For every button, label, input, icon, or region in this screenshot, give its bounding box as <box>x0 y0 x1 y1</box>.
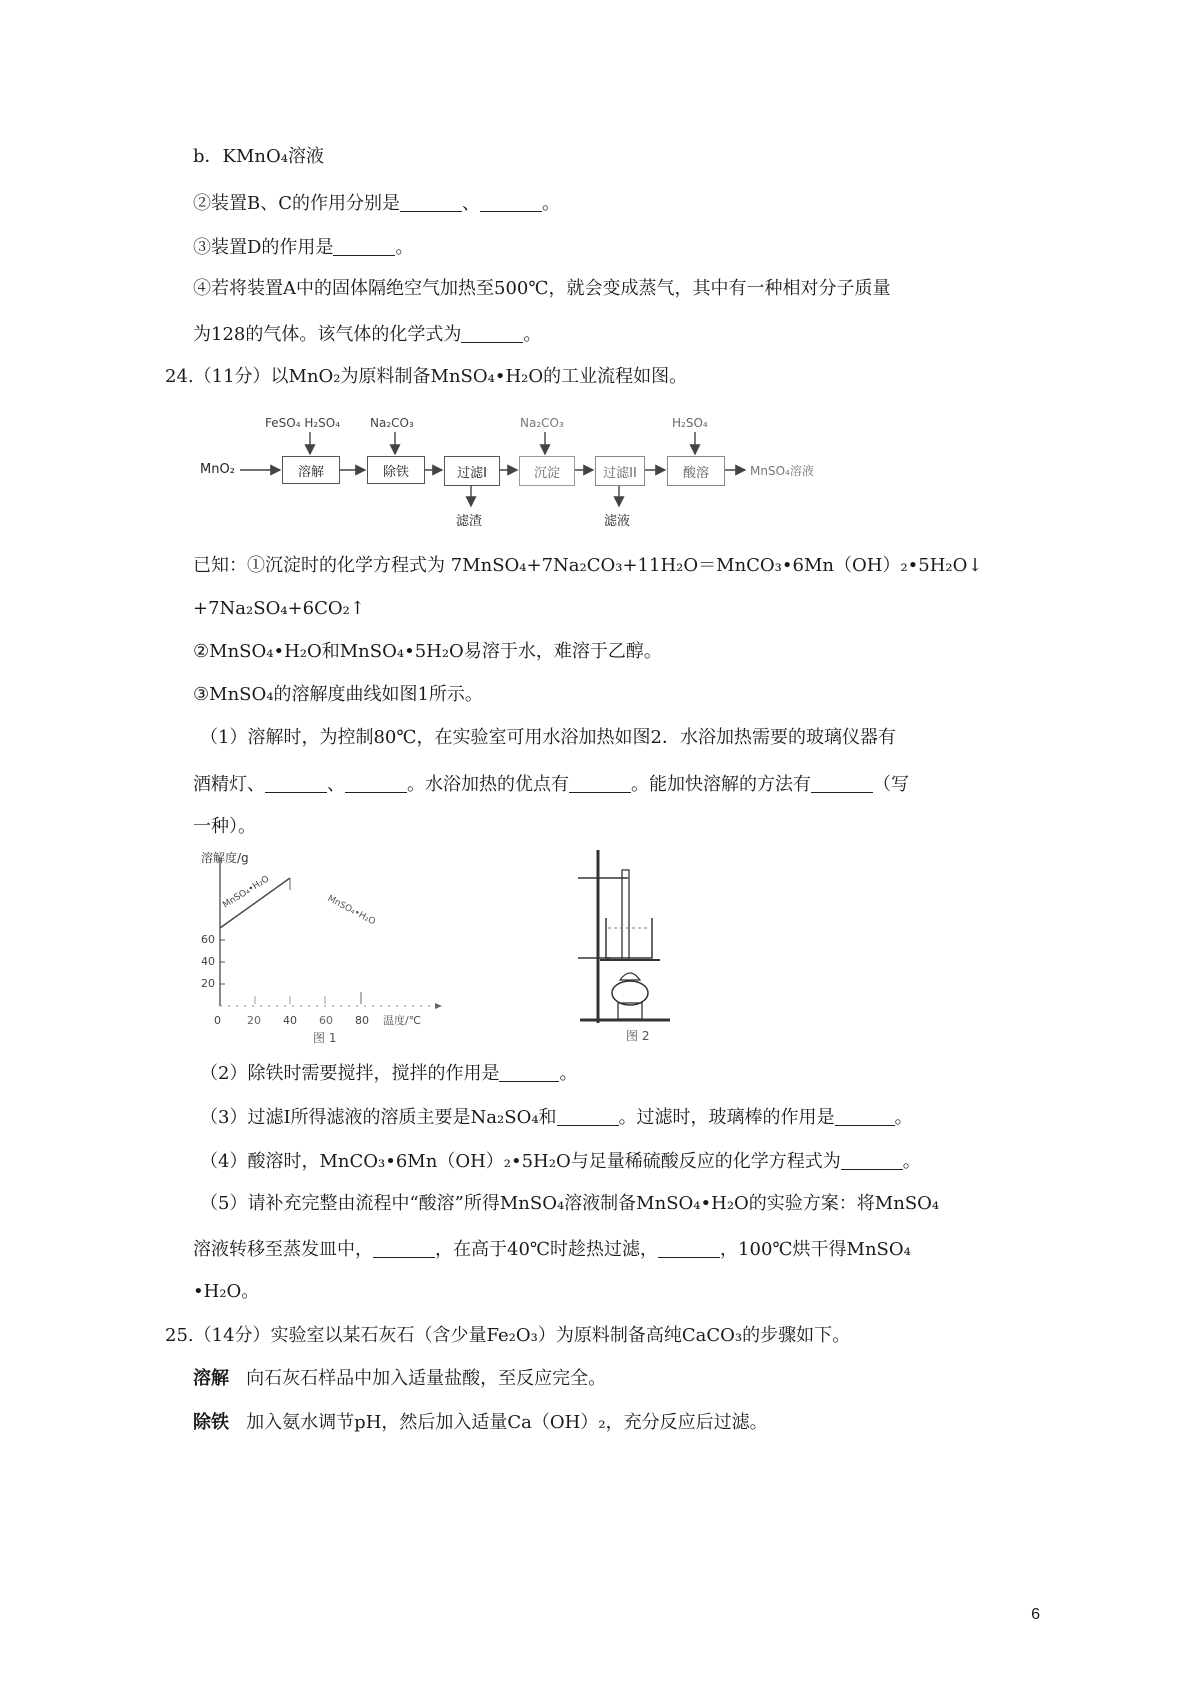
page-number: 6 <box>1031 1606 1040 1623</box>
text: 。过滤时，玻璃棒的作用是 <box>618 1107 835 1128</box>
text: （4）酸溶时，MnCO₃•6Mn（OH）₂•5H₂O与足量稀硫酸反应的化学方程式为 <box>200 1151 841 1172</box>
text-line <box>193 1239 911 1259</box>
text: ③装置D的作用是 <box>193 237 334 258</box>
text: 。 <box>542 193 560 214</box>
text-line <box>193 774 909 794</box>
text-line <box>193 193 560 213</box>
y-tick-label: 40 <box>201 955 215 968</box>
text: 、 <box>462 193 480 214</box>
answer-blank <box>345 774 407 793</box>
text: ，在高于40℃时趁热过滤， <box>435 1239 659 1260</box>
question-25-stem: 25.（14分）实验室以某石灰石（含少量Fe₂O₃）为原料制备高纯CaCO₃的步骤如下。 <box>165 1325 851 1346</box>
text-line <box>200 1107 913 1127</box>
answer-blank <box>499 1063 559 1082</box>
x-tick-label: 60 <box>319 1014 333 1027</box>
text-line: ④若将装置A中的固体隔绝空气加热至500℃，就会变成蒸气，其中有一种相对分子质量 <box>193 278 891 299</box>
text: 。能加快溶解的方法有 <box>631 774 811 795</box>
answer-blank <box>265 774 327 793</box>
flow-step-remove-iron: 除铁 <box>367 456 425 484</box>
curve-label: MnSO₄•H₂O <box>325 893 377 928</box>
text-line <box>200 1151 921 1171</box>
text: （3）过滤I所得滤液的溶质主要是Na₂SO₄和 <box>200 1107 557 1128</box>
flow-step-precipitate: 沉淀 <box>519 456 575 486</box>
flow-reagent: H₂SO₄ <box>672 416 708 430</box>
flow-step-acid-dissolve: 酸溶 <box>667 456 725 486</box>
text-line: ③MnSO₄的溶解度曲线如图1所示。 <box>193 684 483 705</box>
step-heading: 除铁 <box>193 1412 229 1433</box>
text: 。水浴加热的优点有 <box>407 774 569 795</box>
figure-caption: 图 1 <box>313 1031 337 1045</box>
text-line: （1）溶解时，为控制80℃，在实验室可用水浴加热如图2．水浴加热需要的玻璃仪器有 <box>200 727 896 748</box>
alcohol-lamp <box>612 981 648 1005</box>
figure-2-apparatus <box>570 848 710 1048</box>
answer-blank <box>461 324 523 343</box>
question-24-stem: 24.（11分）以MnO₂为原料制备MnSO₄•H₂O的工业流程如图。 <box>165 366 688 387</box>
answer-blank <box>557 1107 619 1126</box>
text: 。 <box>523 324 542 345</box>
text: 为128的气体。该气体的化学式为 <box>193 324 462 345</box>
text: 。 <box>894 1107 913 1128</box>
text-line: 一种）。 <box>193 816 256 837</box>
flow-product: MnSO₄溶液 <box>750 464 814 478</box>
flow-start: MnO₂ <box>200 462 235 477</box>
text-line: （5）请补充完整由流程中“酸溶”所得MnSO₄溶液制备MnSO₄•H₂O的实验方案：将MnSO₄ <box>200 1193 940 1214</box>
text: 酒精灯、 <box>193 774 265 795</box>
text-line <box>193 237 413 257</box>
text-line: b．KMnO₄溶液 <box>193 146 324 167</box>
curve-label: MnSO₄•H₂O <box>221 874 272 911</box>
figure-caption: 图 2 <box>626 1029 650 1043</box>
x-tick-label: 20 <box>247 1014 261 1027</box>
x-tick-label: 80 <box>355 1014 369 1027</box>
text-line: ②MnSO₄•H₂O和MnSO₄•5H₂O易溶于水，难溶于乙醇。 <box>193 641 662 662</box>
figure-1-solubility <box>195 848 455 1048</box>
step-heading: 溶解 <box>193 1368 229 1389</box>
thermometer <box>622 870 629 960</box>
flow-step-dissolve: 溶解 <box>282 456 340 484</box>
text-line: •H₂O。 <box>193 1281 260 1302</box>
x-axis-arrow <box>435 1003 442 1009</box>
answer-blank <box>480 193 542 212</box>
answer-blank <box>400 193 462 212</box>
flow-reagent: FeSO₄ H₂SO₄ <box>265 416 341 430</box>
text-line <box>193 1414 768 1432</box>
text-line: +7Na₂SO₄+6CO₂↑ <box>193 598 365 619</box>
y-tick-label: 60 <box>201 933 215 946</box>
flow-reagent: Na₂CO₃ <box>370 416 414 430</box>
flow-residue: 滤渣 <box>456 514 483 529</box>
text: 。 <box>395 237 414 258</box>
text: （写 <box>873 774 909 795</box>
text-line <box>193 324 541 344</box>
text: 加入氨水调节pH，然后加入适量Ca（OH）₂，充分反应后过滤。 <box>246 1412 768 1433</box>
answer-blank <box>658 1239 720 1258</box>
text-line: 已知：①沉淀时的化学方程式为 7MnSO₄+7Na₂CO₃+11H₂O＝MnCO₃•6Mn（OH）₂•5H₂O↓ <box>193 555 983 576</box>
answer-blank <box>835 1107 895 1126</box>
flow-chart <box>190 410 890 540</box>
y-axis-label: 溶解度/g <box>201 851 249 865</box>
text: 、 <box>327 774 345 795</box>
answer-blank <box>841 1151 903 1170</box>
flow-step-filter-1: 过滤I <box>444 456 500 486</box>
text: 。 <box>559 1063 578 1084</box>
flame <box>620 973 640 980</box>
y-tick-label: 20 <box>201 977 215 990</box>
answer-blank <box>373 1239 435 1258</box>
text: 。 <box>902 1151 921 1172</box>
flow-filtrate: 滤液 <box>604 514 631 529</box>
text: ，100℃烘干得MnSO₄ <box>720 1239 911 1260</box>
text-line <box>193 1370 606 1388</box>
flow-step-filter-2: 过滤II <box>595 456 645 486</box>
text: 溶液转移至蒸发皿中， <box>193 1239 373 1260</box>
flow-reagent: Na₂CO₃ <box>520 416 564 430</box>
text: 向石灰石样品中加入适量盐酸，至反应完全。 <box>246 1368 607 1389</box>
answer-blank <box>811 774 873 793</box>
text: ②装置B、C的作用分别是 <box>193 193 400 214</box>
x-axis-label: 温度/℃ <box>383 1014 422 1027</box>
answer-blank <box>569 774 631 793</box>
text-line <box>200 1063 577 1083</box>
x-tick-label: 40 <box>283 1014 297 1027</box>
text: （2）除铁时需要搅拌，搅拌的作用是 <box>200 1063 500 1084</box>
x-tick-label: 0 <box>214 1014 221 1027</box>
answer-blank <box>333 237 395 256</box>
